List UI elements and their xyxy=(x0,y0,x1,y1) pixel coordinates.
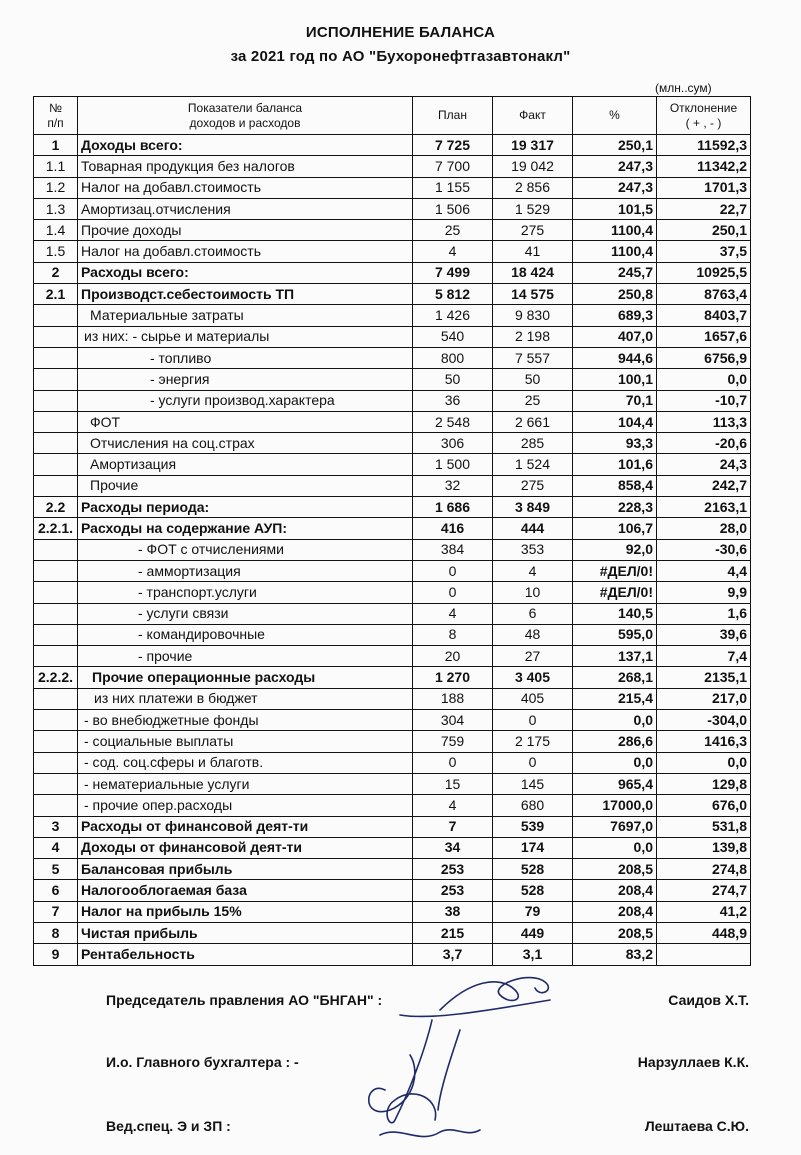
row-deviation-value: -30,6 xyxy=(657,539,751,560)
row-percent-value: 101,5 xyxy=(573,198,657,219)
row-number: 2.2 xyxy=(34,497,78,518)
row-number xyxy=(34,326,78,347)
row-indicator-name: Налог на прибыль 15% xyxy=(78,901,413,922)
row-deviation-value: 41,2 xyxy=(657,901,751,922)
row-indicator-name: - аммортизация xyxy=(78,560,413,581)
handwritten-signatures xyxy=(340,960,600,1150)
row-deviation-value: 129,8 xyxy=(657,773,751,794)
row-deviation-value: 1,6 xyxy=(657,603,751,624)
row-number: 1.2 xyxy=(34,177,78,198)
row-indicator-name: Расходы всего: xyxy=(78,262,413,283)
row-indicator-name: Прочие операционные расходы xyxy=(78,667,413,688)
row-number xyxy=(34,539,78,560)
row-percent-value: 83,2 xyxy=(573,944,657,965)
row-plan-value: 304 xyxy=(413,710,493,731)
row-fact-value: 449 xyxy=(493,922,573,943)
table-row xyxy=(34,773,751,794)
row-plan-value: 1 686 xyxy=(413,497,493,518)
row-fact-value: 539 xyxy=(493,816,573,837)
row-plan-value: 50 xyxy=(413,369,493,390)
signature-name-specialist: Лештаева С.Ю. xyxy=(644,1118,749,1134)
table-row xyxy=(34,198,751,219)
row-indicator-name: Производст.себестоимость ТП xyxy=(78,284,413,305)
row-indicator-name: Налогооблогаемая база xyxy=(78,880,413,901)
row-deviation-value: 1416,3 xyxy=(657,731,751,752)
row-deviation-value: 531,8 xyxy=(657,816,751,837)
row-fact-value: 2 661 xyxy=(493,411,573,432)
row-indicator-name: - услуги связи xyxy=(78,603,413,624)
row-deviation-value: 0,0 xyxy=(657,752,751,773)
table-row xyxy=(34,135,751,156)
row-indicator-name: - нематериальные услуги xyxy=(78,773,413,794)
row-fact-value: 174 xyxy=(493,837,573,858)
row-plan-value: 4 xyxy=(413,603,493,624)
row-percent-value: 208,5 xyxy=(573,859,657,880)
table-row xyxy=(34,922,751,943)
header-plan: План xyxy=(413,97,493,135)
row-deviation-value: 11592,3 xyxy=(657,135,751,156)
row-fact-value: 145 xyxy=(493,773,573,794)
row-percent-value: #ДЕЛ/0! xyxy=(573,560,657,581)
row-plan-value: 7 499 xyxy=(413,262,493,283)
row-fact-value: 1 524 xyxy=(493,454,573,475)
row-plan-value: 4 xyxy=(413,241,493,262)
row-indicator-name: - транспорт.услуги xyxy=(78,582,413,603)
table-row xyxy=(34,177,751,198)
row-indicator-name: Амортизация xyxy=(78,454,413,475)
row-fact-value: 18 424 xyxy=(493,262,573,283)
row-number xyxy=(34,475,78,496)
row-indicator-name: - прочие опер.расходы xyxy=(78,795,413,816)
row-deviation-value: 139,8 xyxy=(657,837,751,858)
row-plan-value: 0 xyxy=(413,752,493,773)
row-plan-value: 1 270 xyxy=(413,667,493,688)
row-indicator-name: - сод. соц.сферы и благотв. xyxy=(78,752,413,773)
row-indicator-name: ФОТ xyxy=(78,411,413,432)
row-fact-value: 6 xyxy=(493,603,573,624)
header-num: № п/п xyxy=(34,97,78,135)
table-row xyxy=(34,901,751,922)
row-fact-value: 19 317 xyxy=(493,135,573,156)
row-deviation-value: 113,3 xyxy=(657,411,751,432)
table-row xyxy=(34,880,751,901)
row-number: 8 xyxy=(34,922,78,943)
row-percent-value: 250,8 xyxy=(573,284,657,305)
row-percent-value: 0,0 xyxy=(573,752,657,773)
row-fact-value: 353 xyxy=(493,539,573,560)
row-deviation-value: 2135,1 xyxy=(657,667,751,688)
row-plan-value: 416 xyxy=(413,518,493,539)
row-indicator-name: - прочие xyxy=(78,646,413,667)
row-plan-value: 384 xyxy=(413,539,493,560)
row-number xyxy=(34,347,78,368)
row-fact-value: 3,1 xyxy=(493,944,573,965)
table-row xyxy=(34,795,751,816)
row-percent-value: 1100,4 xyxy=(573,220,657,241)
row-percent-value: 689,3 xyxy=(573,305,657,326)
row-plan-value: 32 xyxy=(413,475,493,496)
table-row xyxy=(34,411,751,432)
row-percent-value: 101,6 xyxy=(573,454,657,475)
table-row xyxy=(34,220,751,241)
row-percent-value: 104,4 xyxy=(573,411,657,432)
row-plan-value: 7 725 xyxy=(413,135,493,156)
row-percent-value: 0,0 xyxy=(573,837,657,858)
row-percent-value: 268,1 xyxy=(573,667,657,688)
row-fact-value: 680 xyxy=(493,795,573,816)
row-plan-value: 188 xyxy=(413,688,493,709)
row-plan-value: 4 xyxy=(413,795,493,816)
row-indicator-name: Расходы периода: xyxy=(78,497,413,518)
row-plan-value: 1 500 xyxy=(413,454,493,475)
row-percent-value: 965,4 xyxy=(573,773,657,794)
row-indicator-name: Прочие xyxy=(78,475,413,496)
row-fact-value: 2 856 xyxy=(493,177,573,198)
row-plan-value: 5 812 xyxy=(413,284,493,305)
row-indicator-name: Товарная продукция без налогов xyxy=(78,156,413,177)
row-number xyxy=(34,582,78,603)
row-number xyxy=(34,454,78,475)
row-number xyxy=(34,369,78,390)
row-indicator-name: - топливо xyxy=(78,347,413,368)
row-percent-value: 1100,4 xyxy=(573,241,657,262)
row-deviation-value: 1701,3 xyxy=(657,177,751,198)
table-row xyxy=(34,326,751,347)
row-number xyxy=(34,433,78,454)
row-number: 1.4 xyxy=(34,220,78,241)
row-plan-value: 8 xyxy=(413,624,493,645)
row-fact-value: 10 xyxy=(493,582,573,603)
table-row xyxy=(34,582,751,603)
row-percent-value: 93,3 xyxy=(573,433,657,454)
row-indicator-name: Налог на добавл.стоимость xyxy=(78,241,413,262)
row-plan-value: 253 xyxy=(413,880,493,901)
table-row xyxy=(34,624,751,645)
row-number xyxy=(34,688,78,709)
row-indicator-name: Материальные затраты xyxy=(78,305,413,326)
table-row xyxy=(34,390,751,411)
row-number: 1 xyxy=(34,135,78,156)
header-dev: Отклонение ( + , - ) xyxy=(657,97,751,135)
table-row xyxy=(34,816,751,837)
row-indicator-name: Рентабельность xyxy=(78,944,413,965)
table-header-row xyxy=(34,97,751,135)
table-row xyxy=(34,262,751,283)
row-indicator-name: Расходы от финансовой деят-ти xyxy=(78,816,413,837)
row-number: 9 xyxy=(34,944,78,965)
row-number: 4 xyxy=(34,837,78,858)
row-plan-value: 540 xyxy=(413,326,493,347)
row-deviation-value: 10925,5 xyxy=(657,262,751,283)
table-row xyxy=(34,646,751,667)
row-deviation-value: 274,8 xyxy=(657,859,751,880)
row-number: 2 xyxy=(34,262,78,283)
row-percent-value: #ДЕЛ/0! xyxy=(573,582,657,603)
row-number xyxy=(34,795,78,816)
row-number: 6 xyxy=(34,880,78,901)
row-number: 5 xyxy=(34,859,78,880)
row-fact-value: 27 xyxy=(493,646,573,667)
table-row xyxy=(34,710,751,731)
table-row xyxy=(34,433,751,454)
row-fact-value: 50 xyxy=(493,369,573,390)
row-indicator-name: - ФОТ с отчислениями xyxy=(78,539,413,560)
table-row xyxy=(34,859,751,880)
row-percent-value: 858,4 xyxy=(573,475,657,496)
row-deviation-value: 0,0 xyxy=(657,369,751,390)
row-percent-value: 7697,0 xyxy=(573,816,657,837)
row-plan-value: 800 xyxy=(413,347,493,368)
row-percent-value: 247,3 xyxy=(573,156,657,177)
row-indicator-name: - энергия xyxy=(78,369,413,390)
row-number xyxy=(34,731,78,752)
row-percent-value: 250,1 xyxy=(573,135,657,156)
row-indicator-name: - во внебюджетные фонды xyxy=(78,710,413,731)
row-fact-value: 275 xyxy=(493,475,573,496)
row-percent-value: 100,1 xyxy=(573,369,657,390)
row-deviation-value: 274,7 xyxy=(657,880,751,901)
row-plan-value: 7 700 xyxy=(413,156,493,177)
row-plan-value: 3,7 xyxy=(413,944,493,965)
row-deviation-value: 9,9 xyxy=(657,582,751,603)
row-number: 2.2.2. xyxy=(34,667,78,688)
row-fact-value: 405 xyxy=(493,688,573,709)
header-pct: % xyxy=(573,97,657,135)
row-deviation-value: 2163,1 xyxy=(657,497,751,518)
row-percent-value: 286,6 xyxy=(573,731,657,752)
row-deviation-value: 8763,4 xyxy=(657,284,751,305)
row-deviation-value: 39,6 xyxy=(657,624,751,645)
row-number xyxy=(34,305,78,326)
row-plan-value: 15 xyxy=(413,773,493,794)
row-fact-value: 528 xyxy=(493,859,573,880)
row-indicator-name: Балансовая прибыль xyxy=(78,859,413,880)
row-fact-value: 1 529 xyxy=(493,198,573,219)
row-fact-value: 0 xyxy=(493,710,573,731)
row-plan-value: 215 xyxy=(413,922,493,943)
row-deviation-value: 217,0 xyxy=(657,688,751,709)
row-percent-value: 208,5 xyxy=(573,922,657,943)
row-indicator-name: Чистая прибыль xyxy=(78,922,413,943)
row-fact-value: 3 405 xyxy=(493,667,573,688)
table-row xyxy=(34,369,751,390)
document-title: ИСПОЛНЕНИЕ БАЛАНСА xyxy=(305,24,496,41)
row-percent-value: 247,3 xyxy=(573,177,657,198)
table-row xyxy=(34,454,751,475)
table-row xyxy=(34,347,751,368)
table-row xyxy=(34,752,751,773)
row-number: 1.3 xyxy=(34,198,78,219)
row-indicator-name: - командировочные xyxy=(78,624,413,645)
row-deviation-value: 448,9 xyxy=(657,922,751,943)
row-plan-value: 2 548 xyxy=(413,411,493,432)
row-fact-value: 19 042 xyxy=(493,156,573,177)
row-fact-value: 0 xyxy=(493,752,573,773)
table-row xyxy=(34,475,751,496)
row-plan-value: 38 xyxy=(413,901,493,922)
row-deviation-value: 250,1 xyxy=(657,220,751,241)
row-fact-value: 528 xyxy=(493,880,573,901)
row-deviation-value: 8403,7 xyxy=(657,305,751,326)
row-fact-value: 79 xyxy=(493,901,573,922)
row-indicator-name: Доходы всего: xyxy=(78,135,413,156)
table-body xyxy=(34,135,751,966)
row-plan-value: 0 xyxy=(413,582,493,603)
table-row xyxy=(34,837,751,858)
row-fact-value: 3 849 xyxy=(493,497,573,518)
row-plan-value: 1 506 xyxy=(413,198,493,219)
row-indicator-name: - социальные выплаты xyxy=(78,731,413,752)
row-percent-value: 208,4 xyxy=(573,880,657,901)
row-percent-value: 106,7 xyxy=(573,518,657,539)
row-deviation-value: 4,4 xyxy=(657,560,751,581)
table-row xyxy=(34,667,751,688)
row-plan-value: 7 xyxy=(413,816,493,837)
row-indicator-name: - услуги производ.характера xyxy=(78,390,413,411)
row-number xyxy=(34,603,78,624)
row-number: 1.1 xyxy=(34,156,78,177)
row-number xyxy=(34,624,78,645)
table-row xyxy=(34,688,751,709)
row-number xyxy=(34,411,78,432)
row-fact-value: 41 xyxy=(493,241,573,262)
table-row xyxy=(34,284,751,305)
row-plan-value: 36 xyxy=(413,390,493,411)
row-percent-value: 215,4 xyxy=(573,688,657,709)
signature-label-accountant: И.о. Главного бухгалтера : - xyxy=(106,1054,299,1070)
row-indicator-name: из них: - сырье и материалы xyxy=(78,326,413,347)
row-percent-value: 228,3 xyxy=(573,497,657,518)
row-percent-value: 208,4 xyxy=(573,901,657,922)
row-fact-value: 4 xyxy=(493,560,573,581)
row-deviation-value: -10,7 xyxy=(657,390,751,411)
row-indicator-name: Налог на добавл.стоимость xyxy=(78,177,413,198)
row-plan-value: 306 xyxy=(413,433,493,454)
row-percent-value: 92,0 xyxy=(573,539,657,560)
row-number: 1.5 xyxy=(34,241,78,262)
row-number xyxy=(34,773,78,794)
row-number: 2.2.1. xyxy=(34,518,78,539)
row-plan-value: 25 xyxy=(413,220,493,241)
row-percent-value: 407,0 xyxy=(573,326,657,347)
row-plan-value: 1 426 xyxy=(413,305,493,326)
row-indicator-name: Прочие доходы xyxy=(78,220,413,241)
row-number xyxy=(34,710,78,731)
row-number xyxy=(34,752,78,773)
row-number xyxy=(34,390,78,411)
table-row xyxy=(34,497,751,518)
row-percent-value: 137,1 xyxy=(573,646,657,667)
row-deviation-value: 22,7 xyxy=(657,198,751,219)
table-row xyxy=(34,518,751,539)
row-deviation-value xyxy=(657,944,751,965)
row-percent-value: 140,5 xyxy=(573,603,657,624)
balance-table xyxy=(33,96,751,966)
row-deviation-value: 242,7 xyxy=(657,475,751,496)
row-plan-value: 759 xyxy=(413,731,493,752)
row-number: 3 xyxy=(34,816,78,837)
row-number xyxy=(34,646,78,667)
row-fact-value: 275 xyxy=(493,220,573,241)
row-percent-value: 944,6 xyxy=(573,347,657,368)
row-deviation-value: 1657,6 xyxy=(657,326,751,347)
row-plan-value: 20 xyxy=(413,646,493,667)
row-plan-value: 0 xyxy=(413,560,493,581)
row-deviation-value: 37,5 xyxy=(657,241,751,262)
table-row xyxy=(34,305,751,326)
row-fact-value: 14 575 xyxy=(493,284,573,305)
header-fact: Факт xyxy=(493,97,573,135)
table-row xyxy=(34,944,751,965)
signature-name-accountant: Нарзуллаев К.К. xyxy=(637,1054,749,1070)
row-fact-value: 285 xyxy=(493,433,573,454)
row-indicator-name: Амортизац.отчисления xyxy=(78,198,413,219)
row-fact-value: 25 xyxy=(493,390,573,411)
row-indicator-name: Доходы от финансовой деят-ти xyxy=(78,837,413,858)
row-fact-value: 7 557 xyxy=(493,347,573,368)
row-deviation-value: 676,0 xyxy=(657,795,751,816)
document-subtitle: за 2021 год по АО "Бухоронефтгазавтонакл" xyxy=(230,48,571,65)
row-indicator-name: Отчисления на соц.страх xyxy=(78,433,413,454)
row-percent-value: 17000,0 xyxy=(573,795,657,816)
row-percent-value: 245,7 xyxy=(573,262,657,283)
row-deviation-value: 24,3 xyxy=(657,454,751,475)
row-percent-value: 70,1 xyxy=(573,390,657,411)
row-percent-value: 0,0 xyxy=(573,710,657,731)
row-deviation-value: -304,0 xyxy=(657,710,751,731)
row-indicator-name: Расходы на содержание АУП: xyxy=(78,518,413,539)
table-row xyxy=(34,156,751,177)
row-fact-value: 48 xyxy=(493,624,573,645)
table-row xyxy=(34,241,751,262)
row-deviation-value: -20,6 xyxy=(657,433,751,454)
row-plan-value: 253 xyxy=(413,859,493,880)
row-number: 7 xyxy=(34,901,78,922)
row-fact-value: 2 175 xyxy=(493,731,573,752)
units-note: (млн..сум) xyxy=(655,81,712,95)
row-fact-value: 9 830 xyxy=(493,305,573,326)
row-indicator-name: из них платежи в бюджет xyxy=(78,688,413,709)
row-percent-value: 595,0 xyxy=(573,624,657,645)
row-plan-value: 34 xyxy=(413,837,493,858)
row-deviation-value: 6756,9 xyxy=(657,347,751,368)
row-fact-value: 444 xyxy=(493,518,573,539)
table-row xyxy=(34,539,751,560)
row-number: 2.1 xyxy=(34,284,78,305)
row-number xyxy=(34,560,78,581)
row-fact-value: 2 198 xyxy=(493,326,573,347)
signature-label-specialist: Вед.спец. Э и ЗП : xyxy=(106,1118,231,1134)
table-row xyxy=(34,603,751,624)
table-row xyxy=(34,560,751,581)
row-deviation-value: 28,0 xyxy=(657,518,751,539)
signature-name-chairman: Саидов Х.Т. xyxy=(668,992,749,1008)
row-deviation-value: 7,4 xyxy=(657,646,751,667)
table-row xyxy=(34,731,751,752)
row-deviation-value: 11342,2 xyxy=(657,156,751,177)
header-name: Показатели баланса доходов и расходов xyxy=(78,97,413,135)
signature-label-chairman: Председатель правления АО "БНГАН" : xyxy=(106,992,383,1008)
row-plan-value: 1 155 xyxy=(413,177,493,198)
